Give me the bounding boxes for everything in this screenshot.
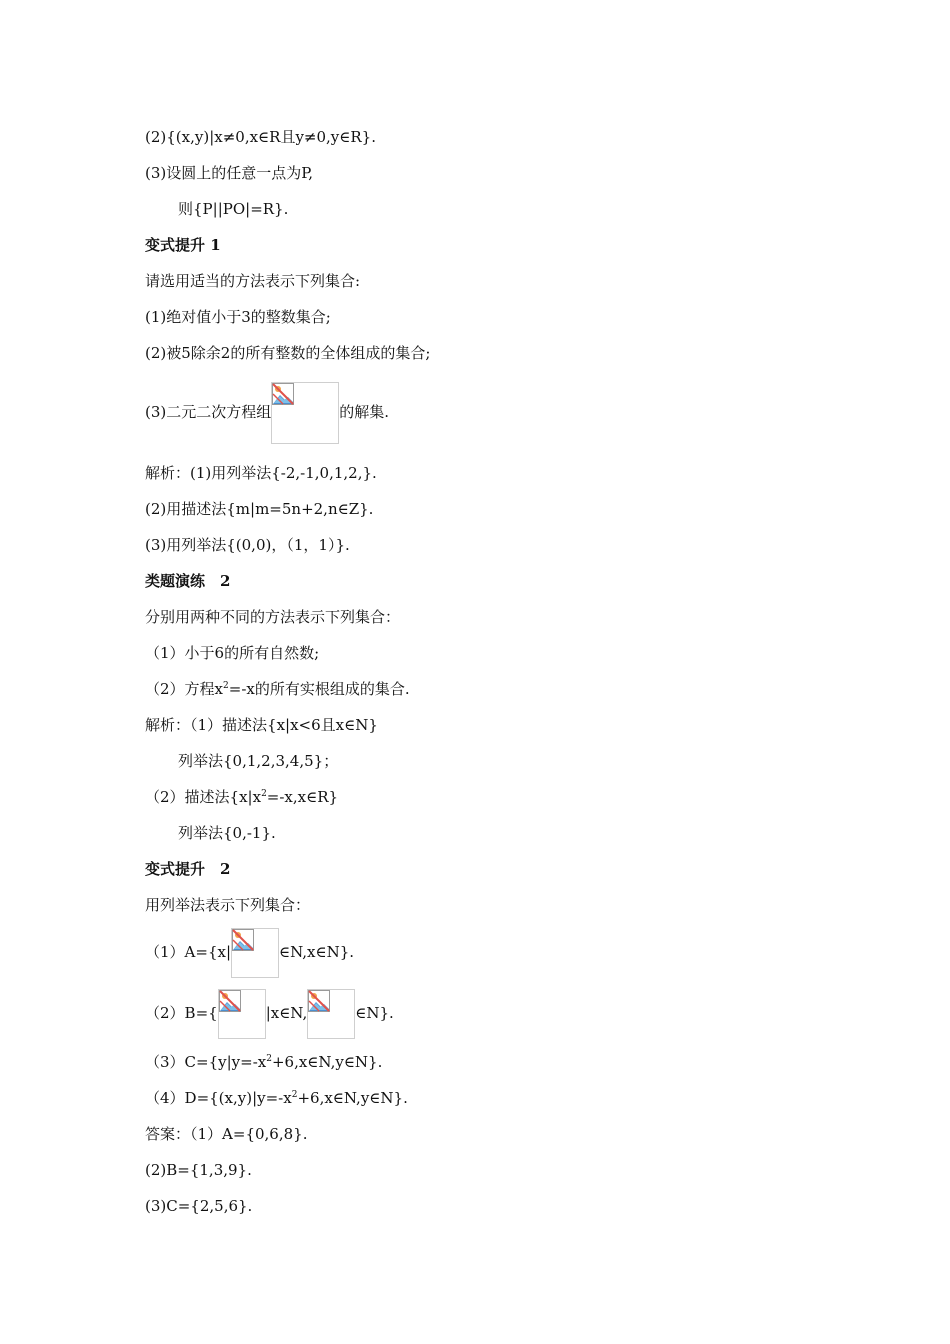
text-line: （1）小于6的所有自然数; — [145, 644, 320, 662]
superscript: 2 — [261, 789, 267, 799]
text-line — [145, 787, 338, 807]
text-segment: +6,x∈N,y∈N}. — [271, 1053, 383, 1071]
text-segment: （2）B={ — [145, 1004, 218, 1022]
text-segment: （1）A={x| — [145, 943, 232, 961]
text-line: (2)B={1,3,9}. — [145, 1161, 252, 1179]
text-line: (3)用列举法{(0,0)，（1，1）}. — [145, 536, 350, 554]
broken-image-icon — [219, 990, 241, 1012]
equation-image — [271, 382, 339, 444]
text-segment: ∈N}. — [355, 1004, 394, 1022]
text-segment: =-x,x∈R} — [266, 788, 339, 806]
fraction-image — [307, 989, 355, 1039]
text-segment: ∈N,x∈N}. — [279, 943, 355, 961]
text-line: 解析：（1）描述法{x|x<6且x∈N} — [145, 716, 378, 734]
fraction-image — [231, 928, 279, 978]
text-line — [145, 382, 389, 444]
section-heading: 变式提升 2 — [145, 860, 231, 878]
text-line: 解析：(1)用列举法{-2,-1,0,1,2,}. — [145, 464, 377, 482]
text-line: (3)设圆上的任意一点为P, — [145, 164, 314, 182]
text-segment: |x∈N, — [265, 1004, 308, 1022]
text-segment: =-x的所有实根组成的集合. — [228, 680, 410, 698]
text-segment: +6,x∈N,y∈N}. — [297, 1089, 408, 1107]
text-segment: (3)二元二次方程组 — [145, 403, 272, 421]
fraction-image — [218, 989, 266, 1039]
text-line: (1)绝对值小于3的整数集合; — [145, 308, 331, 326]
text-line — [145, 989, 394, 1039]
text-segment: 的解集. — [339, 403, 390, 421]
text-line: (2)用描述法{m|m=5n+2,n∈Z}. — [145, 500, 374, 518]
superscript: 2 — [266, 1054, 272, 1064]
text-line — [145, 679, 410, 699]
text-segment: （4）D={(x,y)|y=-x — [145, 1089, 292, 1107]
text-line: 列举法{0,-1}. — [178, 824, 276, 842]
broken-image-icon — [308, 990, 330, 1012]
text-line — [145, 928, 354, 978]
text-line: 请选用适当的方法表示下列集合: — [145, 272, 361, 290]
superscript: 2 — [223, 681, 229, 691]
text-line: (3)C={2,5,6}. — [145, 1197, 253, 1215]
text-line: 列举法{0,1,2,3,4,5}； — [178, 752, 339, 770]
superscript: 2 — [291, 1090, 298, 1100]
text-segment: （2）方程x — [145, 680, 224, 698]
text-line — [145, 1052, 382, 1072]
text-line — [145, 1088, 408, 1108]
text-line: (2){(x,y)|x≠0,x∈R且y≠0,y∈R}. — [145, 128, 376, 146]
text-line: 用列举法表示下列集合： — [145, 896, 311, 914]
broken-image-icon — [272, 383, 294, 405]
text-line: 则{P||PO|=R}. — [178, 200, 289, 218]
text-line: (2)被5除余2的所有整数的全体组成的集合; — [145, 344, 431, 362]
section-heading: 类题演练 2 — [145, 572, 231, 590]
text-segment: （3）C={y|y=-x — [145, 1053, 267, 1071]
section-heading: 变式提升 1 — [145, 236, 221, 254]
text-line: 分别用两种不同的方法表示下列集合： — [145, 608, 401, 626]
broken-image-icon — [232, 929, 254, 951]
text-segment: （2）描述法{x|x — [145, 788, 262, 806]
text-line: 答案：（1）A={0,6,8}. — [145, 1125, 308, 1143]
